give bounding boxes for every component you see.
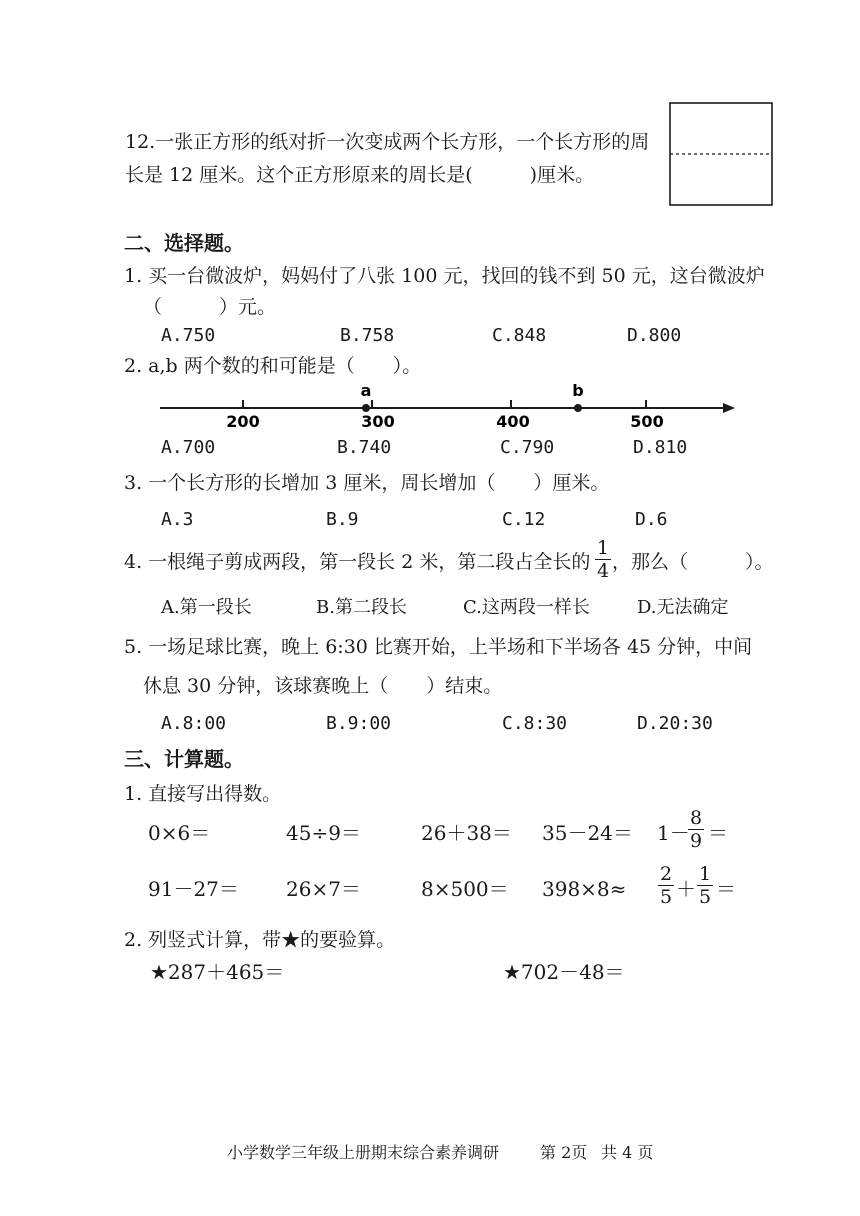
s2-q5-option-a: A.8:00 xyxy=(161,713,227,734)
calc-r2-c5-denominator1: 5 xyxy=(660,886,673,908)
footer-page: 第 2页 xyxy=(540,1143,588,1162)
tick-label-200: 200 xyxy=(226,412,260,431)
calc-r2-c5-denominator2: 5 xyxy=(699,886,712,908)
section3-title: 三、计算题。 xyxy=(124,747,244,771)
s2-q2-option-a: A.700 xyxy=(161,437,216,458)
calc-r2-c5-fraction1 xyxy=(658,864,674,907)
calc-r1-c5-denominator: 9 xyxy=(690,830,703,852)
s2-q1-line2: （ ）元。 xyxy=(143,296,277,318)
calc-r1-c5-prefix: 1－ xyxy=(657,821,690,845)
s2-q4-text-after: ，那么（ ）。 xyxy=(612,551,774,573)
calc-r2-c5-suffix: ＝ xyxy=(716,877,736,901)
s2-q3-option-b: B.9 xyxy=(326,509,359,530)
footer-title: 小学数学三年级上册期末综合素养调研 xyxy=(227,1143,500,1162)
tick-label-300: 300 xyxy=(361,412,395,431)
s2-q3-option-a: A.3 xyxy=(161,509,194,530)
calc-r1-c2: 45÷9＝ xyxy=(286,821,361,845)
tick-label-400: 400 xyxy=(496,412,530,431)
point-b xyxy=(574,404,582,412)
folded-square-figure xyxy=(668,101,776,209)
s2-q3-option-c: C.12 xyxy=(502,509,546,530)
s3-q2-text: 2. 列竖式计算，带★的要验算。 xyxy=(124,929,396,951)
s2-q4-text-before: 4. 一根绳子剪成两段，第一段长 2 米，第二段占全长的 xyxy=(124,551,591,573)
s2-q1-option-c: C.848 xyxy=(492,325,547,346)
s3-q2-item-2: ★702－48＝ xyxy=(503,960,625,984)
calc-r2-c1: 91－27＝ xyxy=(148,877,239,901)
s2-q5-line1: 5. 一场足球比赛，晚上 6:30 比赛开始，上半场和下半场各 45 分钟，中间 xyxy=(124,636,753,658)
footer-total: 共 4 页 xyxy=(601,1143,654,1162)
calc-r1-c5-numerator: 8 xyxy=(690,807,703,829)
s2-q2-text: 2. a,b 两个数的和可能是（ ）。 xyxy=(124,355,422,377)
s2-q4-option-b: B.第二段长 xyxy=(316,597,407,618)
s2-q4-fraction-numerator: 1 xyxy=(597,537,610,559)
s2-q2-option-b: B.740 xyxy=(337,437,392,458)
s2-q4-option-a: A.第一段长 xyxy=(161,597,252,618)
s2-q5-line2: 休息 30 分钟，该球赛晚上（ ）结束。 xyxy=(143,675,503,697)
number-line-arrow xyxy=(723,403,735,413)
calc-r2-c2: 26×7＝ xyxy=(286,877,361,901)
s2-q4-fraction-denominator: 4 xyxy=(597,560,610,582)
s2-q5-option-b: B.9:00 xyxy=(326,713,392,734)
calc-r2-c4: 398×8≈ xyxy=(542,877,627,901)
s2-q1-option-b: B.758 xyxy=(340,325,395,346)
point-b-label: b xyxy=(572,381,584,400)
s2-q4-option-c: C.这两段一样长 xyxy=(463,597,590,618)
s2-q2-option-c: C.790 xyxy=(500,437,555,458)
number-line xyxy=(150,378,750,438)
calc-r2-c5-op: ＋ xyxy=(676,877,696,901)
calc-r1-c1: 0×6＝ xyxy=(148,821,211,845)
s2-q5-option-d: D.20:30 xyxy=(637,713,713,734)
calc-r2-c5-numerator1: 2 xyxy=(660,863,673,885)
calc-r1-c5-suffix: ＝ xyxy=(708,821,728,845)
s2-q2-option-d: D.810 xyxy=(633,437,688,458)
point-a xyxy=(362,404,370,412)
s3-q2-item-1: ★287＋465＝ xyxy=(150,960,285,984)
q12-line2: 长是 12 厘米。这个正方形原来的周长是( )厘米。 xyxy=(125,164,595,186)
s2-q1-line1: 1. 买一台微波炉，妈妈付了八张 100 元，找回的钱不到 50 元，这台微波炉 xyxy=(124,265,765,287)
point-a-label: a xyxy=(360,381,372,400)
s2-q4-fraction xyxy=(595,538,611,581)
calc-r2-c5-numerator2: 1 xyxy=(699,863,712,885)
calc-r1-c4: 35－24＝ xyxy=(542,821,633,845)
q12-line1: 12.一张正方形的纸对折一次变成两个长方形，一个长方形的周 xyxy=(125,131,650,153)
calc-r1-c3: 26＋38＝ xyxy=(421,821,512,845)
calc-r2-c5-fraction2 xyxy=(697,864,713,907)
calc-r2-c3: 8×500＝ xyxy=(421,877,509,901)
calc-r1-c5-fraction xyxy=(688,808,704,851)
section2-title: 二、选择题。 xyxy=(124,231,244,255)
s3-q1-text: 1. 直接写出得数。 xyxy=(124,783,282,805)
s2-q3-text: 3. 一个长方形的长增加 3 厘米，周长增加（ ）厘米。 xyxy=(124,472,610,494)
s2-q3-option-d: D.6 xyxy=(635,509,668,530)
s2-q4-option-d: D.无法确定 xyxy=(637,597,729,618)
tick-label-500: 500 xyxy=(630,412,664,431)
s2-q1-option-a: A.750 xyxy=(161,325,216,346)
s2-q5-option-c: C.8:30 xyxy=(502,713,568,734)
s2-q1-option-d: D.800 xyxy=(627,325,682,346)
